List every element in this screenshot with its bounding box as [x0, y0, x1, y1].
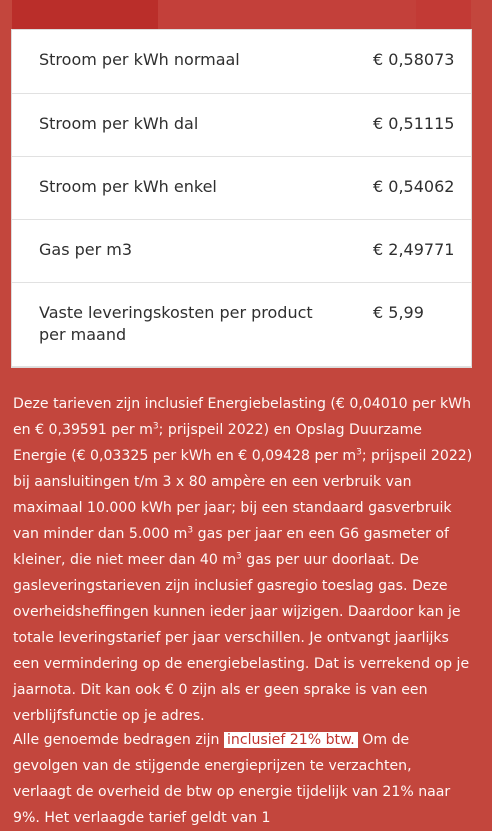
vat-text-b: Om de gevolgen van de stijgende energieprijzen te verzachten, verlaagt de overheid de btw op energie tijdelijk van 21% naar 9%. Het verlaagde tarief geldt van 1	[13, 732, 451, 826]
table-row	[12, 30, 471, 93]
product-cell: Stroom per kWh dal	[12, 93, 349, 156]
price-cell: € 2,49771	[349, 219, 471, 282]
header-cell-spacer	[158, 0, 416, 30]
header-cell-product	[12, 0, 158, 30]
table-row	[12, 219, 471, 282]
product-cell: Gas per m3	[12, 219, 349, 282]
header-cell-tarief	[416, 0, 471, 30]
table-header	[12, 0, 471, 30]
price-cell: € 0,54062	[349, 156, 471, 219]
tax-text-c: ; prijspeil 2022) bij aansluitingen t/m 3 x 80 ampère en een verbruik van maximaal 10.000 kWh per jaar; bij een standaard gasverbruik van minder dan 5.000 m	[13, 448, 473, 542]
tax-text-a: Deze tarieven zijn inclusief Energiebelasting (€ 0,04010 per kWh en € 0,39591 per m	[13, 396, 472, 438]
superscript: 3	[152, 421, 159, 432]
product-cell: Stroom per kWh enkel	[12, 156, 349, 219]
price-cell: € 5,99	[349, 282, 471, 366]
header-product-label	[39, 0, 110, 1]
superscript: 3	[187, 525, 194, 536]
tariff-table	[12, 30, 471, 367]
product-cell: Vaste leveringskosten per product per maand	[12, 282, 349, 366]
tax-text-e: gas per uur doorlaat. De gasleveringstarieven zijn inclusief gasregio toeslag gas. Deze overheidsheffingen kunnen ieder jaar wijzigen. Daardoor kan je totale leveringstarief per jaar verschillen. Je ontvangt jaarlijks een vermindering op de energiebelasting. Dat is verrekend op je jaarnota. Dit kan ook € 0 zijn als er geen sprake is van een verblijfsfunctie op je adres.	[13, 552, 470, 724]
price-cell: € 0,51115	[349, 93, 471, 156]
vat-text-a: Alle genoemde bedragen zijn	[13, 732, 224, 748]
vat-info-paragraph	[13, 727, 473, 831]
superscript: 3	[236, 551, 242, 562]
product-cell: Stroom per kWh normaal	[12, 30, 349, 93]
header-tarief-label	[370, 0, 421, 1]
tax-info-paragraph	[13, 391, 473, 729]
vat-highlight: inclusief 21% btw.	[224, 732, 358, 748]
table-row	[12, 93, 471, 156]
table-row	[12, 282, 471, 366]
table-row	[12, 156, 471, 219]
superscript: 3	[356, 447, 362, 458]
price-cell: € 0,58073	[349, 30, 471, 93]
tax-text-d: gas per jaar en een G6 gasmeter of kleiner, die niet meer dan 40 m	[13, 526, 449, 568]
tax-text-b: ; prijspeil 2022) en Opslag Duurzame Energie (€ 0,03325 per kWh en € 0,09428 per m	[13, 422, 422, 464]
